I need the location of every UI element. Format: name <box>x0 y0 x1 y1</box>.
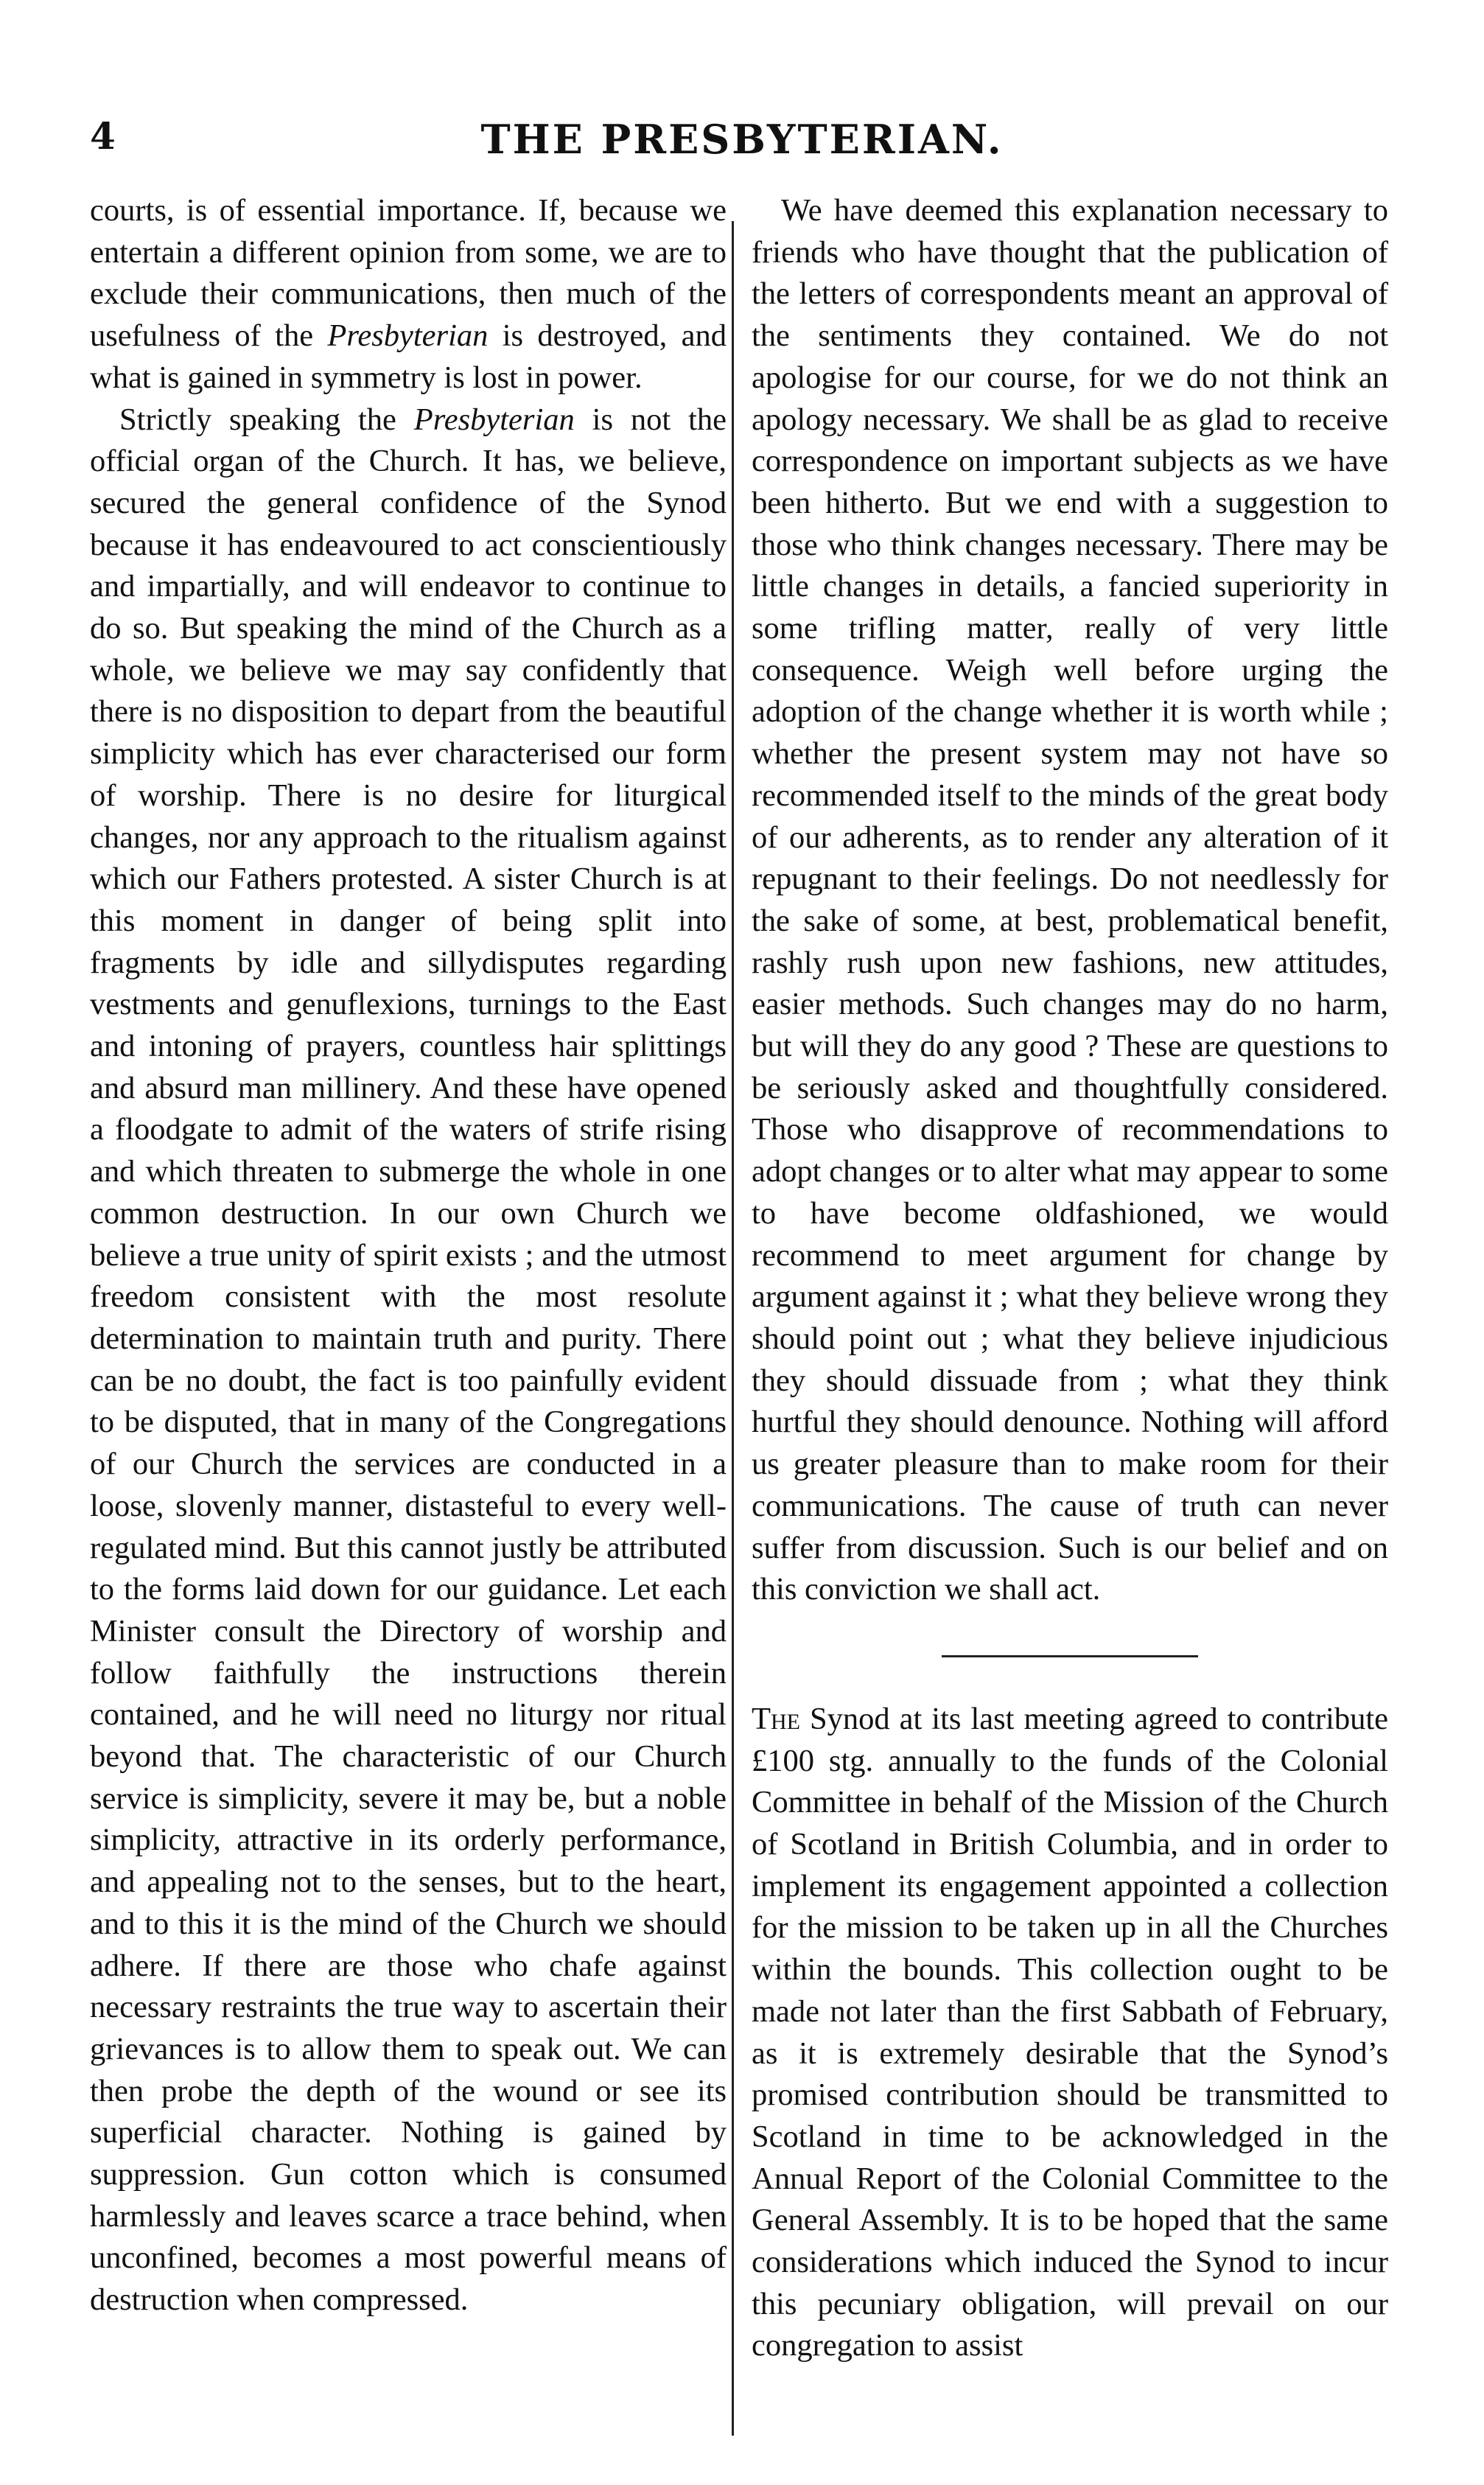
text-run: courts, is of essential importance. If, because we entertain a different opinion from some, we are to exclude their communications, then much of the usefulness of the <box>90 193 727 354</box>
running-title: THE PRESBYTERIAN. <box>480 116 1004 163</box>
right-paragraph-2 <box>752 1699 1388 2367</box>
text-run: is not the official organ of the Church. It has, we believe, secured the general confidence of the Synod because it has endeavoured to act conscientiously and impartially, and will endeavor to continue to do so. But speaking the mind of the Church as a whole, we believe we may say confidently that there is no disposition to depart from the beautiful simplicity which has ever characterised our form of worship. There is no desire for liturgical changes, nor any approach to the ritualism against which our Fathers protested. A sister Church is at this moment in danger of being split into fragments by idle and sillydisputes regarding vestments and genuflexions, turnings to the East and intoning of prayers, countless hair splittings and absurd man millinery. And these have opened a floodgate to admit of the waters of strife rising and which threaten to submerge the whole in one common destruction. In our own Church we believe a true unity of spirit exists ; and the utmost freedom consistent with the most resolute determination to maintain truth and purity. There can be no doubt, the fact is too painfully evident to be disputed, that in many of the Congregations of our Church the services are conducted in a loose, slovenly manner, distasteful to every well-regulated mind. But this cannot justly be attributed to the forms laid down for our guidance. Let each Minister consult the Directory of worship and follow faithfully the instructions therein contained, and he will need no liturgy nor ritual beyond that. The characteristic of our Church service is simplicity, severe it may be, but a noble simplicity, attractive in its orderly performance, and appealing not to the senses, but to the heart, and to this it is the mind of the Church we should adhere. If there are those who chafe against necessary restraints the true way to ascertain their grievances is to allow them to speak out. We can then probe the depth of the wound or see its superficial character. Nothing is gained by suppression. Gun cotton which is consumed harmlessly and leaves scarce a trace behind, when unconfined, becomes a most powerful means of destruction when compressed. <box>90 402 727 2318</box>
right-column <box>752 190 1388 2367</box>
italic-title: Presbyterian <box>413 402 575 437</box>
left-column <box>90 190 727 2321</box>
page-number: 4 <box>90 114 116 158</box>
section-rule <box>942 1655 1198 1657</box>
left-paragraph-1 <box>90 190 727 399</box>
small-caps-lead: The <box>752 1701 800 1736</box>
right-paragraph-1 <box>752 190 1388 1611</box>
text-run: We have deemed this explanation necessary to friends who have thought that the publication of the letters of correspondents meant an approval of the sentiments they contained. We do not apologise for our course, for we do not think an apology necessary. We shall be as glad to receive correspondence on important subjects as we have been hitherto. But we end with a suggestion to those who think changes necessary. There may be little changes in details, a fancied superiority in some trifling matter, really of very little consequence. Weigh well before urging the adoption of the change whether it is worth while ; whether the present system may not have so recommended itself to the minds of the great body of our adherents, as to render any alteration of it repugnant to their feelings. Do not needlessly for the sake of some, at best, problematical benefit, rashly rush upon new fashions, new attitudes, easier methods. Such changes may do no harm, but will they do any good ? These are questions to be seriously asked and thoughtfully considered. Those who disapprove of recommendations to adopt changes or to alter what may appear to some to have become oldfashioned, we would recommend to meet argument for change by argument against it ; what they believe wrong they should point out ; what they believe injudicious they should dissuade from ; what they think hurtful they should denounce. Nothing will afford us greater pleasure than to make room for their communications. The cause of truth can never suffer from discussion. Such is our belief and on this conviction we shall act. <box>752 193 1388 1607</box>
text-run: is destroyed, and what is gained in symmetry is lost in power. <box>90 318 727 395</box>
italic-title: Presbyterian <box>327 318 489 354</box>
column-divider <box>732 221 734 2436</box>
text-run: Synod at its last meeting agreed to contribute £100 stg. annually to the funds of the Colonial Committee in behalf of the Mission of the Church of Scotland in British Columbia, and in order to implement its engagement appointed a collection for the mission to be taken up in all the Churches within the bounds. This collection ought to be made not later than the first Sabbath of February, as it is extremely desirable that the Synod’s promised contribution should be transmitted to Scotland in time to be acknowledged in the Annual Report of the Colonial Committee to the General Assembly. It is to be hoped that the same considerations which induced the Synod to incur this pecuniary obligation, will prevail on our congregation to assist <box>752 1701 1388 2363</box>
left-paragraph-2 <box>90 399 727 2321</box>
text-run: Strictly speaking the <box>119 402 414 437</box>
